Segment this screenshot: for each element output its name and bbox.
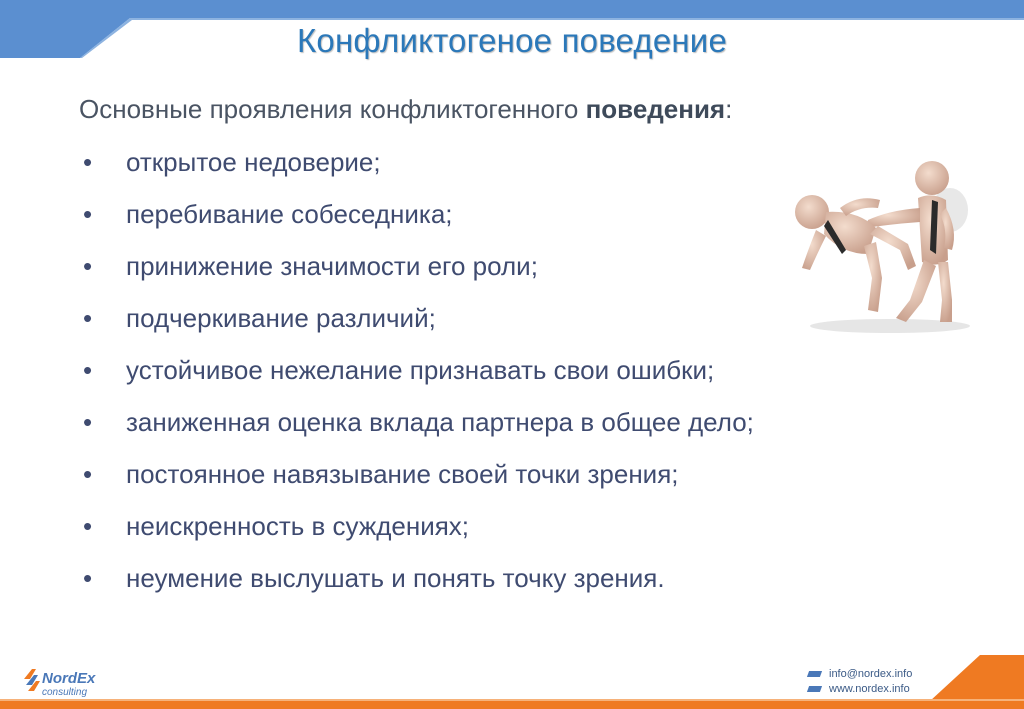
intro-text: Основные проявления конфликтогенного xyxy=(79,94,586,124)
bullet-dot: • xyxy=(83,199,93,229)
bullet-dot: • xyxy=(83,563,93,593)
bullet-item xyxy=(79,562,754,614)
bullet-text: неумение выслушать и понять точку зрения. xyxy=(126,563,665,593)
bullet-dot: • xyxy=(83,303,93,333)
bullet-text: открытое недоверие; xyxy=(126,147,381,177)
bullet-text: принижение значимости его роли; xyxy=(126,251,538,281)
bullet-item xyxy=(79,302,754,354)
bullet-text: постоянное навязывание своей точки зрения; xyxy=(126,459,679,489)
bullet-item xyxy=(79,458,754,510)
intro-colon: : xyxy=(725,94,733,124)
bullet-text: заниженная оценка вклада партнера в общее дело; xyxy=(126,407,754,437)
bullet-dot: • xyxy=(83,251,93,281)
bullet-item xyxy=(79,354,754,406)
bullet-item xyxy=(79,198,754,250)
contact-email[interactable]: info@nordex.info xyxy=(829,668,913,680)
intro-bold-word: поведения xyxy=(585,94,726,124)
bullet-item xyxy=(79,250,754,302)
bullet-text: перебивание собеседника; xyxy=(126,199,453,229)
contact-website-row xyxy=(808,683,910,695)
bullet-text: устойчивое нежелание признавать свои ошибки; xyxy=(126,355,715,385)
bullet-text: неискренность в суждениях; xyxy=(126,511,470,541)
bullet-dot: • xyxy=(83,511,93,541)
bullet-dot: • xyxy=(83,355,93,385)
logo-sub-text: consulting xyxy=(42,687,88,698)
bullet-dot: • xyxy=(83,147,93,177)
contact-website[interactable]: www.nordex.info xyxy=(829,683,910,695)
logo-main-text: NordEx xyxy=(42,670,96,687)
contact-arrow-icon xyxy=(807,686,822,692)
nordex-logo xyxy=(22,665,117,699)
intro-line xyxy=(79,94,732,125)
bullet-text: подчеркивание различий; xyxy=(126,303,436,333)
bullet-item xyxy=(79,146,754,198)
bullet-dot: • xyxy=(83,407,93,437)
footer-band xyxy=(0,655,1024,709)
bullet-item xyxy=(79,510,754,562)
contact-email-row xyxy=(808,668,912,680)
bullet-dot: • xyxy=(83,459,93,489)
pushing-figures-icon xyxy=(780,150,980,340)
contact-arrow-icon xyxy=(807,671,822,677)
bullet-item xyxy=(79,406,754,458)
slide-title: Конфликтогеное поведение xyxy=(296,22,727,59)
bullet-list xyxy=(79,146,754,614)
